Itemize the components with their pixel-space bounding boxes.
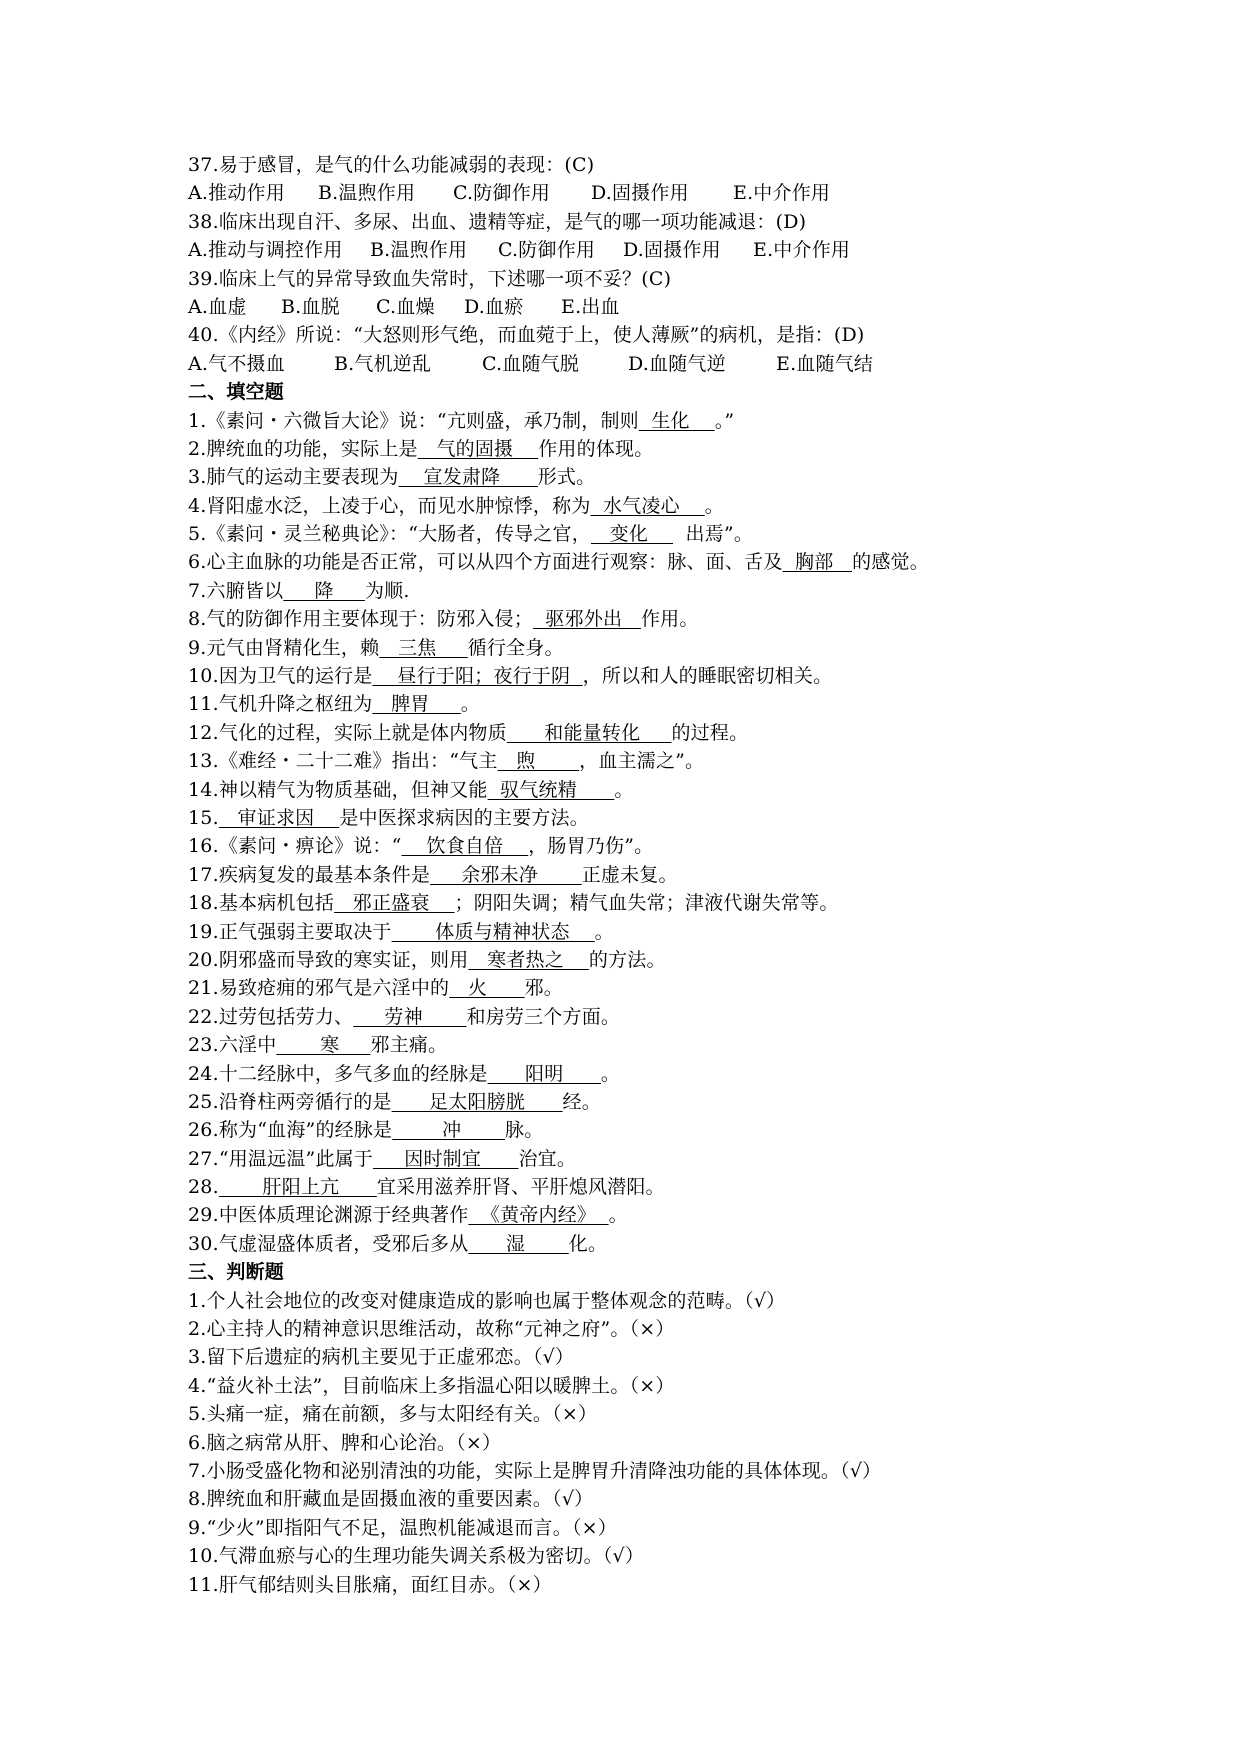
fill-blank-item (188, 1116, 1188, 1144)
item-text: 23.六淫中 (188, 1034, 277, 1057)
item-text: 。 (600, 1062, 621, 1085)
answer-blank: 三焦 (379, 636, 468, 659)
section-heading: 三、判断题 (188, 1261, 285, 1284)
answer-blank: 《黄帝内经》 (468, 1204, 609, 1227)
answer-blank: 邪正盛衰 (334, 892, 455, 915)
option: B.温煦作用 (370, 239, 468, 262)
options-row (188, 236, 1188, 264)
item-text: ，肠胃乃伤”。 (528, 835, 654, 858)
item-text: 作用的体现。 (538, 437, 654, 460)
item-text: 10.因为卫气的运行是 (188, 665, 373, 688)
option: D.血瘀 (464, 295, 524, 318)
answer-blank: 审证求因 (218, 806, 340, 829)
item-text: 经。 (562, 1090, 601, 1113)
fill-blank-item (188, 974, 1188, 1002)
option: E.中介作用 (733, 182, 831, 205)
answer-blank: 因时制宜 (373, 1147, 519, 1170)
item-text: 25.沿脊柱两旁循行的是 (188, 1090, 392, 1113)
judgment-item: 3.留下后遗症的病机主要见于正虚邪恋。（√） (188, 1346, 575, 1369)
option: B.温煦作用 (318, 182, 416, 205)
fill-blank-item (188, 1230, 1188, 1258)
item-text: 1.《素问・六微旨大论》说：“亢则盛，承乃制，制则 (188, 409, 639, 432)
fill-blank-item (188, 690, 1188, 718)
options-row (188, 350, 1188, 378)
question-stem: 39.临床上气的异常导致血失常时，下述哪一项不妥？(C) (188, 267, 672, 290)
answer-blank: 驭气统精 (487, 778, 615, 801)
option: E.出血 (561, 295, 620, 318)
section-heading: 二、填空题 (188, 381, 285, 404)
item-text: 7.六腑皆以 (188, 579, 284, 602)
fill-blank-item (188, 861, 1188, 889)
item-text: 14.神以精气为物质基础，但神又能 (188, 778, 488, 801)
item-text: 作用。 (640, 608, 699, 631)
answer-blank: 昼行于阳；夜行于阴 (372, 665, 583, 688)
answer-blank: 体质与精神状态 (391, 920, 595, 943)
item-text: 19.正气强弱主要取决于 (188, 920, 392, 943)
fill-blank-item (188, 1060, 1188, 1088)
judgment-item: 7.小肠受盛化物和泌别清浊的功能，实际上是脾胃升清降浊功能的具体体现。（√） (188, 1459, 882, 1482)
fill-blank-item (188, 719, 1188, 747)
fill-blank-item (188, 804, 1188, 832)
item-text: ；阴阳失调；精气血失常；津液代谢失常等。 (454, 892, 839, 915)
answer-blank: 劳神 (353, 1005, 467, 1028)
document-page (188, 151, 1188, 1599)
question-stem: 38.临床出现自汗、多尿、出血、遗精等症，是气的哪一项功能减退：(D) (188, 210, 807, 233)
fill-blank-item (188, 1003, 1188, 1031)
item-text: 。 (460, 693, 480, 716)
option: B.血脱 (281, 295, 340, 318)
item-text: 12.气化的过程，实际上就是体内物质 (188, 721, 507, 744)
item-text: 和房劳三个方面。 (466, 1005, 621, 1028)
item-text: 11.气机升降之枢纽为 (188, 693, 373, 716)
fill-blank-item (188, 492, 1188, 520)
question-stem: 40.《内经》所说：“大怒则形气绝，而血菀于上，使人薄厥”的病机，是指：(D) (188, 324, 865, 347)
item-text: 。 (614, 778, 634, 801)
fill-blank-item (188, 463, 1188, 491)
item-text: 24.十二经脉中，多气多血的经脉是 (188, 1062, 488, 1085)
fill-blank-item (188, 946, 1188, 974)
judgment-item: 8.脾统血和肝藏血是固摄血液的重要因素。（√） (188, 1488, 594, 1511)
item-text: 正虚未复。 (581, 863, 678, 886)
option: A.推动作用 (188, 182, 285, 205)
item-text: 化。 (568, 1232, 608, 1255)
item-text: 17.疾病复发的最基本条件是 (188, 863, 431, 886)
fill-blank-item (188, 889, 1188, 917)
fill-blank-item (188, 832, 1188, 860)
options-row (188, 293, 1188, 321)
item-text: 邪。 (524, 977, 563, 1000)
item-text: 27.“用温远温”此属于 (188, 1147, 374, 1170)
answer-blank: 水气凌心 (590, 494, 705, 517)
item-text: 5.《素问・灵兰秘典论》：“大肠者，传导之官， (188, 523, 591, 546)
judgment-item: 11.肝气郁结则头目胀痛，面红目赤。（×） (188, 1573, 552, 1596)
judgment-item: 10.气滞血瘀与心的生理功能失调关系极为密切。（√） (188, 1545, 645, 1568)
item-text: 出焉”。 (673, 523, 754, 546)
answer-blank: 肝阳上亢 (218, 1176, 377, 1199)
option: C.血燥 (376, 295, 435, 318)
item-text: 9.元气由肾精化生，赖 (188, 636, 380, 659)
option: E.血随气结 (776, 352, 874, 375)
fill-blank-item (188, 1088, 1188, 1116)
item-text: 的方法。 (588, 948, 666, 971)
item-text: 8.气的防御作用主要体现于：防邪入侵； (188, 608, 533, 631)
option: C.防御作用 (453, 182, 551, 205)
answer-blank: 和能量转化 (506, 721, 672, 744)
option: A.血虚 (188, 295, 247, 318)
fill-blank-item (188, 918, 1188, 946)
fill-blank-item (188, 747, 1188, 775)
item-text: 。 (704, 494, 724, 517)
answer-blank: 气的固摄 (417, 437, 539, 460)
item-text: 宜采用滋养肝肾、平肝熄风潜阳。 (376, 1176, 665, 1199)
judgment-item: 5.头痛一症，痛在前额，多与太阳经有关。（×） (188, 1403, 598, 1426)
fill-blank-item (188, 662, 1188, 690)
option: D.血随气逆 (628, 352, 726, 375)
judgment-item: 9.“少火”即指阳气不足，温煦机能减退而言。（×） (188, 1516, 617, 1539)
item-text: 邪主痛。 (370, 1034, 448, 1057)
item-text: 29.中医体质理论渊源于经典著作 (188, 1204, 469, 1227)
item-text: 治宜。 (518, 1147, 577, 1170)
answer-blank: 驱邪外出 (532, 608, 641, 631)
item-text: 28. (188, 1176, 219, 1199)
fill-blank-item (188, 435, 1188, 463)
item-text: 3.肺气的运动主要表现为 (188, 466, 399, 489)
answer-blank: 寒者热之 (468, 948, 589, 971)
item-text: 4.肾阳虚水泛，上凌于心，而见水肿惊悸，称为 (188, 494, 591, 517)
answer-blank: 降 (283, 579, 365, 602)
fill-blank-item (188, 1145, 1188, 1173)
option: C.血随气脱 (482, 352, 580, 375)
item-text: 22.过劳包括劳力、 (188, 1005, 354, 1028)
fill-blank-item (188, 1031, 1188, 1059)
question-stem: 37.易于感冒，是气的什么功能减弱的表现：(C) (188, 154, 595, 176)
judgment-item: 4.“益火补土法”，目前临床上多指温心阳以暖脾土。（×） (188, 1374, 675, 1397)
item-text: 。 (608, 1204, 628, 1227)
item-text: ，血主濡之”。 (579, 750, 705, 773)
answer-blank: 脾胃 (372, 693, 461, 716)
item-text: 2.脾统血的功能，实际上是 (188, 437, 418, 460)
answer-blank: 足太阳膀胱 (391, 1090, 563, 1113)
item-text: 26.称为“血海”的经脉是 (188, 1119, 393, 1142)
fill-blank-item (188, 1173, 1188, 1201)
item-text: 的过程。 (671, 721, 749, 744)
fill-blank-item (188, 605, 1188, 633)
fill-blank-item (188, 634, 1188, 662)
item-text: 21.易致疮痈的邪气是六淫中的 (188, 977, 450, 1000)
item-text: 。” (714, 409, 735, 432)
item-text: 15. (188, 806, 219, 829)
answer-blank: 冲 (392, 1119, 506, 1142)
answer-blank: 饮食自倍 (401, 835, 529, 858)
item-text: 形式。 (537, 466, 596, 489)
answer-blank: 寒 (276, 1034, 371, 1057)
item-text: 6.心主血脉的功能是否正常，可以从四个方面进行观察：脉、面、舌及 (188, 551, 783, 574)
answer-blank: 阳明 (487, 1062, 601, 1085)
option: E.中介作用 (753, 239, 851, 262)
answer-blank: 生化 (638, 409, 715, 432)
fill-blank-item (188, 1201, 1188, 1229)
answer-blank: 宣发肃降 (398, 466, 538, 489)
item-text: 的感觉。 (852, 551, 929, 574)
fill-blank-item (188, 520, 1188, 548)
option: D.固摄作用 (623, 239, 721, 262)
answer-blank: 火 (449, 977, 525, 1000)
item-text: 。 (594, 920, 614, 943)
answer-blank: 变化 (590, 523, 674, 546)
item-text: ，所以和人的睡眠密切相关。 (582, 665, 833, 688)
answer-blank: 胸部 (782, 551, 853, 574)
option: B.气机逆乱 (334, 352, 432, 375)
fill-blank-item (188, 548, 1188, 576)
answer-blank: 湿 (468, 1232, 569, 1255)
fill-blank-item (188, 776, 1188, 804)
option: C.防御作用 (498, 239, 596, 262)
item-text: 脉。 (505, 1119, 544, 1142)
judgment-item: 6.脑之病常从肝、脾和心论治。（×） (188, 1431, 502, 1454)
item-text: 18.基本病机包括 (188, 892, 335, 915)
item-text: 为顺. (364, 579, 410, 602)
fill-blank-item (188, 577, 1188, 605)
answer-blank: 余邪未净 (430, 863, 582, 886)
item-text: 循行全身。 (467, 636, 564, 659)
judgment-item: 1.个人社会地位的改变对健康造成的影响也属于整体观念的范畴。（√） (188, 1289, 786, 1312)
judgment-item: 2.心主持人的精神意识思维活动，故称“元神之府”。（×） (188, 1318, 675, 1341)
item-text: 16.《素问・痹论》说：“ (188, 835, 402, 858)
item-text: 13.《难经・二十二难》指出：“气主 (188, 750, 498, 773)
option: D.固摄作用 (591, 182, 689, 205)
options-row (188, 179, 1188, 207)
item-text: 30.气虚湿盛体质者，受邪后多从 (188, 1232, 469, 1255)
item-text: 是中医探求病因的主要方法。 (339, 806, 589, 829)
option: A.推动与调控作用 (188, 239, 343, 262)
item-text: 20.阴邪盛而导致的寒实证，则用 (188, 948, 469, 971)
option: A.气不摄血 (188, 352, 285, 375)
answer-blank: 煦 (497, 750, 580, 773)
fill-blank-item (188, 407, 1188, 435)
